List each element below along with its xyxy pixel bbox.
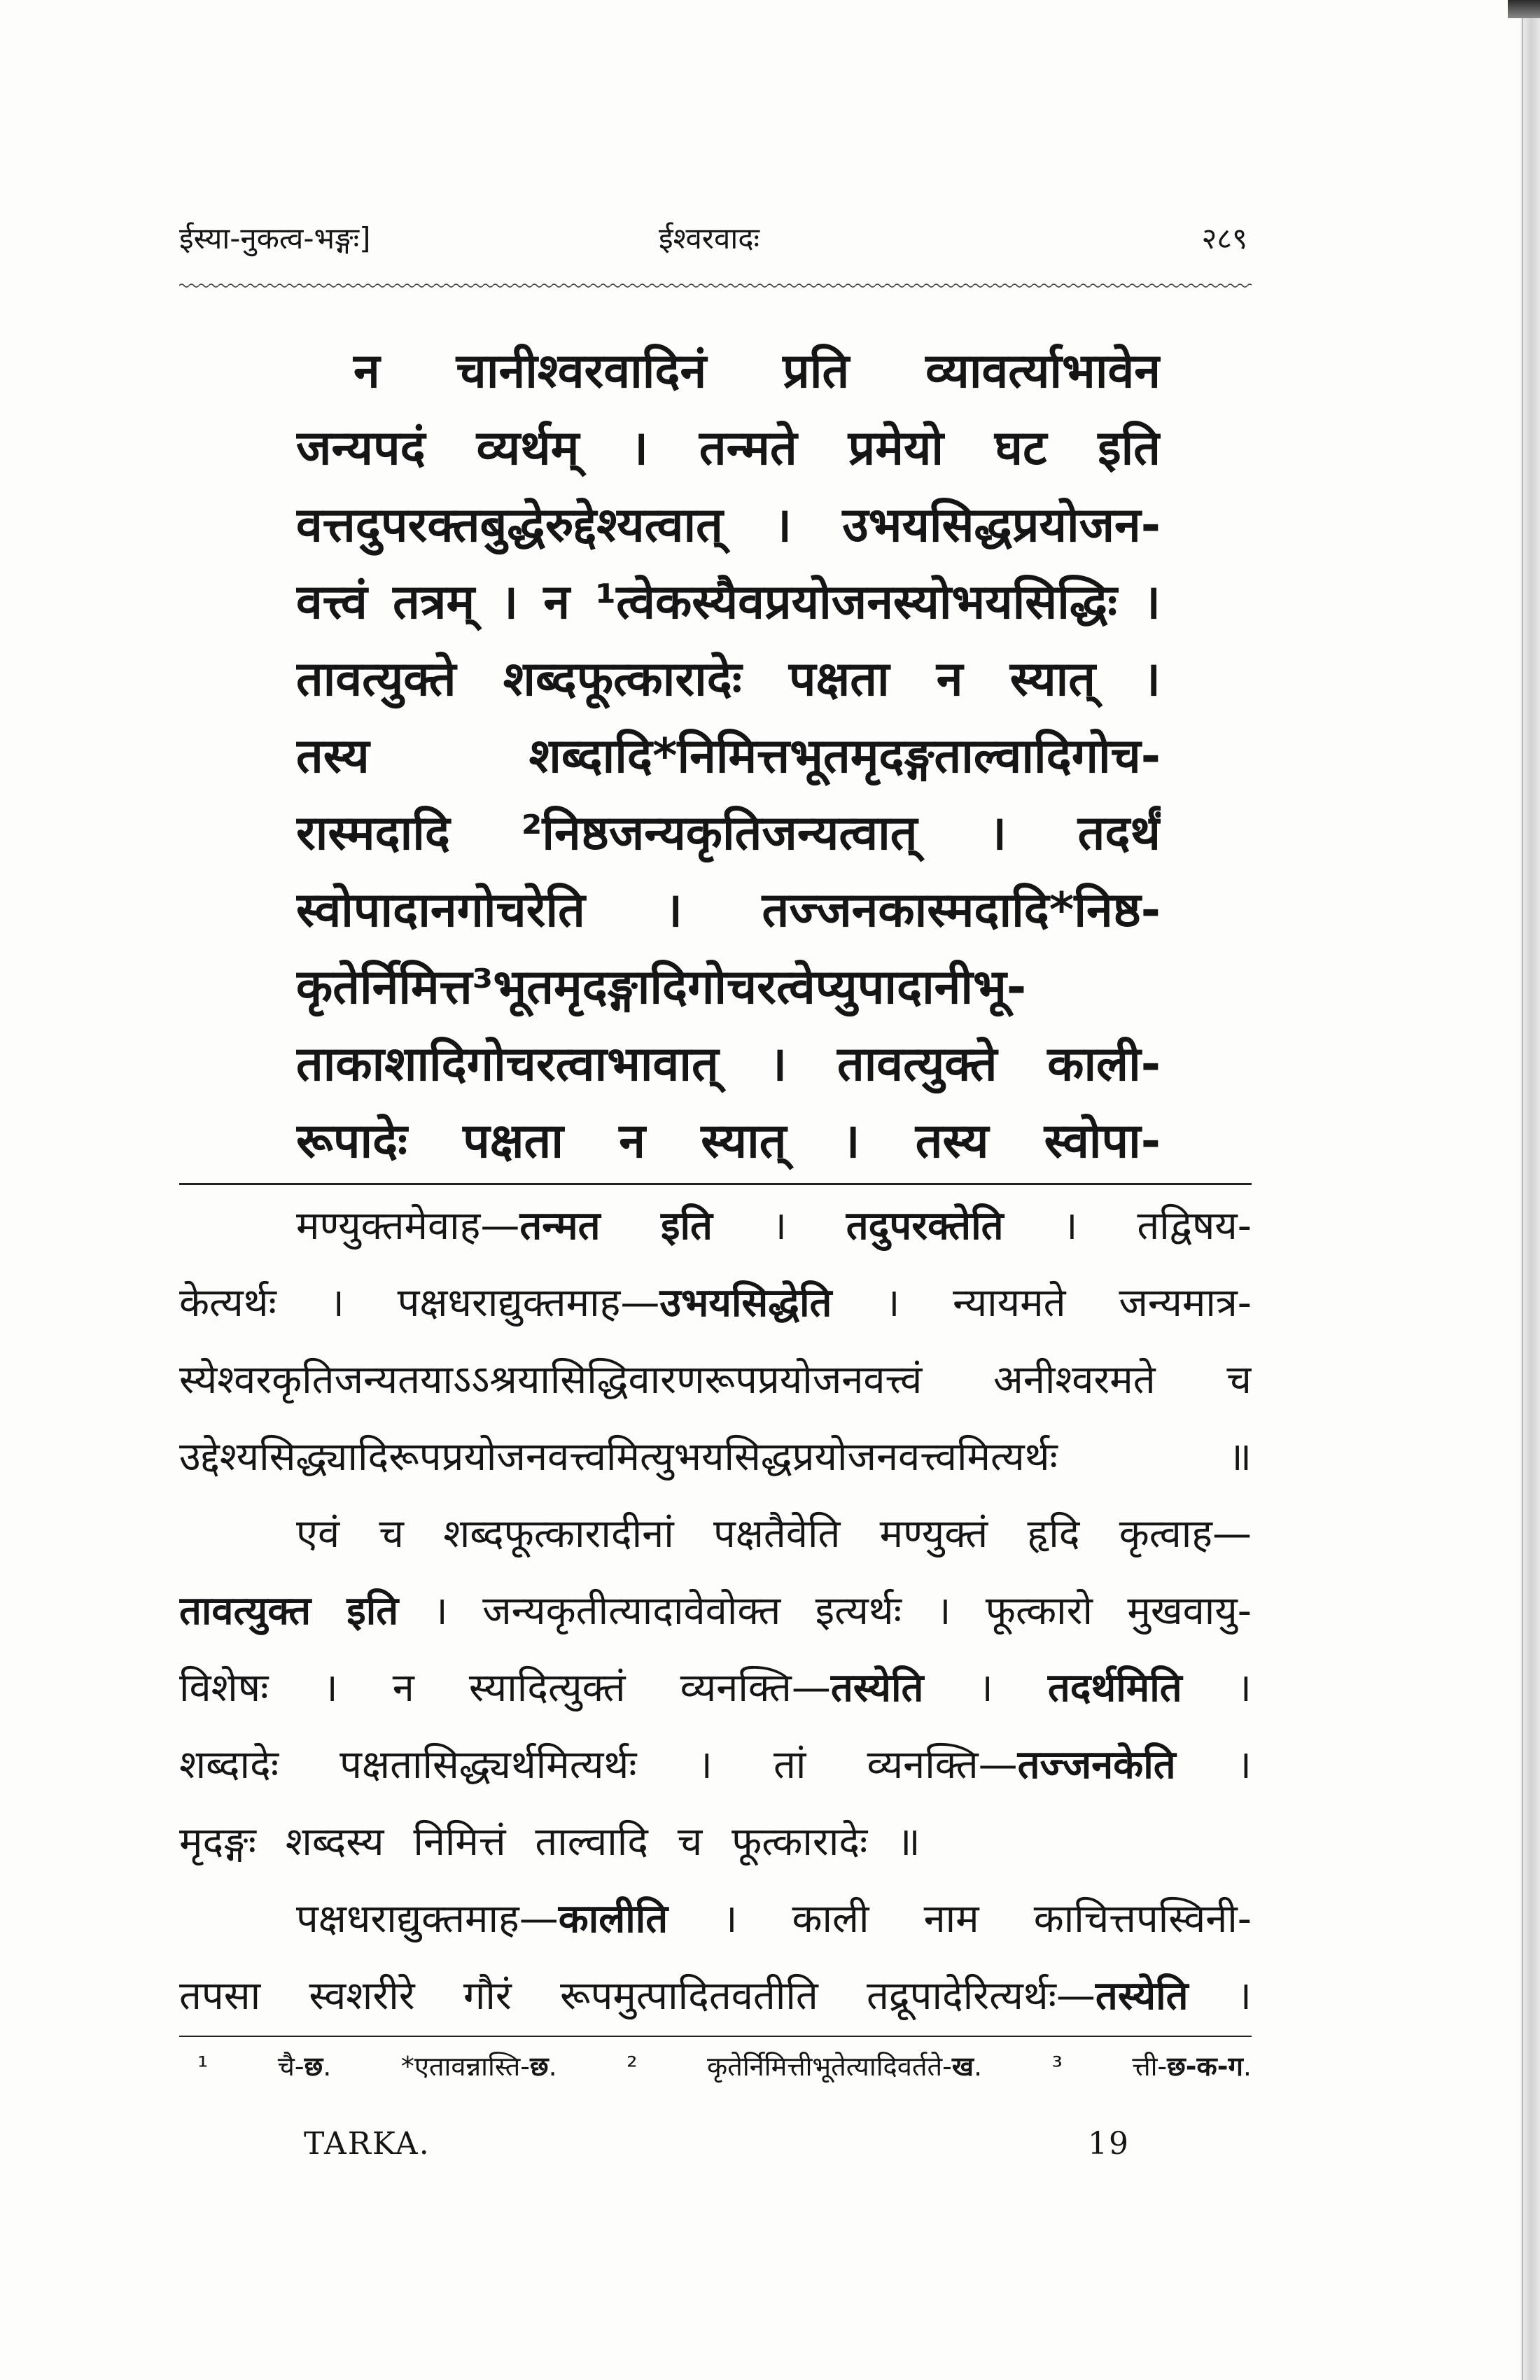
main-text-line: कृतेर्निमित्त³भूतमृदङ्गादिगोचरत्वेप्युपादानीभू-	[296, 960, 1027, 1015]
commentary-text: मृदङ्गः शब्दस्य निमित्तं ताल्वादि च फूत्कारादेः ॥	[179, 1819, 920, 1865]
commentary-line	[179, 1727, 1252, 1804]
commentary-text: । जन्यकृतीत्यादावेवोक्त इत्यर्थः । फूत्कारो मुखवायु-	[398, 1588, 1252, 1634]
footnote-siglum: ख	[951, 2051, 974, 2082]
footnote-siglum: छ	[529, 2051, 549, 2082]
commentary-line	[179, 1881, 1252, 1958]
commentary-text: । न्यायमते जन्यमात्र-	[832, 1280, 1252, 1326]
commentary-line	[179, 1804, 1252, 1881]
footnote-siglum: छ-क-ग	[1167, 2051, 1243, 2082]
main-text-line: ताकाशादिगोचरत्वाभावात् । तावत्युक्ते काली-	[296, 1037, 1161, 1092]
main-text-line: न चानीश्वरवादिनं प्रति व्यावर्त्याभावेन	[354, 344, 1161, 399]
main-text-line: वत्त्वं तत्रम् । न ¹त्वेकस्यैवप्रयोजनस्योभयसिद्धिः ।	[296, 575, 1161, 630]
commentary-text: स्येश्वरकृतिजन्यतयाऽऽश्रयासिद्धिवारणरूपप्रयोजनवत्त्वं अनीश्वरमते च	[179, 1357, 1252, 1403]
commentary-text: केत्यर्थः । पक्षधराद्युक्तमाह—	[179, 1280, 660, 1326]
wavy-header-rule	[179, 281, 1252, 290]
main-text-line: जन्यपदं व्यर्थम् । तन्मते प्रमेयो घट इति	[296, 421, 1161, 476]
commentary-pratika: तन्मत इति	[519, 1203, 713, 1249]
commentary-text: पक्षधराद्युक्तमाह—	[296, 1896, 559, 1942]
footnote-siglum: छ	[304, 2051, 323, 2082]
main-text-line: स्वोपादानगोचरेति । तज्जनकास्मदादि*निष्ठ-	[296, 883, 1161, 938]
commentary-line	[179, 1188, 1252, 1265]
commentary-line	[179, 1496, 1252, 1573]
commentary-text: शब्दादेः पक्षतासिद्ध्यर्थमित्यर्थः । तां व्यनक्ति—	[179, 1742, 1018, 1788]
text-commentary-divider	[179, 1183, 1252, 1185]
running-head-title: ईश्वरवादः	[658, 221, 760, 255]
signature-number: 19	[1088, 2126, 1130, 2162]
commentary-text: । काली नाम काचित्तपस्विनी-	[668, 1896, 1252, 1942]
footnote-text: . ³ त्ती-	[973, 2051, 1168, 2082]
running-head-section: ईस्या-नुकत्व-भङ्गः]	[179, 221, 371, 255]
commentary-text: । तद्विषय-	[1003, 1203, 1252, 1249]
commentary-line	[179, 1650, 1252, 1727]
commentary-pratika: तदुपरक्तेति	[846, 1203, 1004, 1249]
page-edge-line	[1522, 0, 1523, 2380]
commentary-text: विशेषः । न स्यादित्युक्तं व्यनक्ति—	[179, 1665, 831, 1711]
commentary-line	[179, 1265, 1252, 1342]
commentary-pratika: कालीति	[558, 1896, 668, 1942]
commentary-text: ।	[712, 1203, 846, 1249]
commentary-text: ।	[1182, 1665, 1252, 1711]
commentary-pratika: तावत्युक्त इति	[179, 1588, 399, 1634]
main-text-line: तस्य शब्दादि*निमित्तभूतमृदङ्गताल्वादिगोच-	[296, 729, 1161, 784]
footnotes-line	[197, 2045, 1252, 2087]
signature-mark: TARKA.	[304, 2126, 430, 2162]
commentary-text: ।	[1188, 1973, 1252, 2019]
commentary-text: ।	[923, 1665, 1048, 1711]
footnote-text: . ² कृतेर्निमित्तीभूतेत्यादिवर्तते-	[548, 2051, 952, 2082]
commentary-line	[179, 1573, 1252, 1650]
main-text-line: रास्मदादि ²निष्ठजन्यकृतिजन्यत्वात् । तदर्थं	[296, 806, 1161, 861]
commentary-pratika: तज्जनकेति	[1017, 1742, 1176, 1788]
main-text-line: रूपादेः पक्षता न स्यात् । तस्य स्वोपा-	[296, 1114, 1161, 1169]
commentary-pratika: तदर्थमिति	[1047, 1665, 1182, 1711]
commentary-text: एवं च शब्दफूत्कारादीनां पक्षतैवेति मण्युक्तं हृदि कृत्वाह—	[296, 1511, 1252, 1557]
footnote-text: . *एतावन्नास्ति-	[323, 2051, 530, 2082]
commentary-pratika: तस्येति	[830, 1665, 924, 1711]
main-text-line: वत्तदुपरक्तबुद्धेरुद्देश्यत्वात् । उभयसिद्धप्रयोजन-	[296, 498, 1161, 553]
commentary-line	[179, 1419, 1252, 1496]
footnote-divider	[179, 2036, 1252, 2037]
page-number: २८९	[1201, 221, 1247, 255]
main-text-line: तावत्युक्ते शब्दफूत्कारादेः पक्षता न स्यात् ।	[296, 652, 1161, 707]
page-corner-shadow	[1508, 0, 1540, 18]
footnote-text: ¹ चै-	[197, 2051, 304, 2082]
main-text-block	[296, 333, 1161, 1180]
commentary-line	[179, 1342, 1252, 1419]
footnote-text: .	[1242, 2051, 1252, 2082]
commentary-text: मण्युक्तमेवाह—	[296, 1203, 520, 1249]
commentary-line	[179, 1958, 1252, 2035]
page-edge-shadow	[1520, 0, 1540, 2380]
commentary-block	[179, 1188, 1252, 2035]
commentary-pratika: तस्येति	[1095, 1973, 1189, 2019]
commentary-text: ।	[1175, 1742, 1252, 1788]
commentary-text: तपसा स्वशरीरे गौरं रूपमुत्पादितवतीति तद्रूपादेरित्यर्थः—	[179, 1973, 1096, 2019]
commentary-pratika: उभयसिद्धेति	[659, 1280, 832, 1326]
commentary-text: उद्देश्यसिद्ध्यादिरूपप्रयोजनवत्त्वमित्युभयसिद्धप्रयोजनवत्त्वमित्यर्थः ॥	[179, 1434, 1252, 1480]
